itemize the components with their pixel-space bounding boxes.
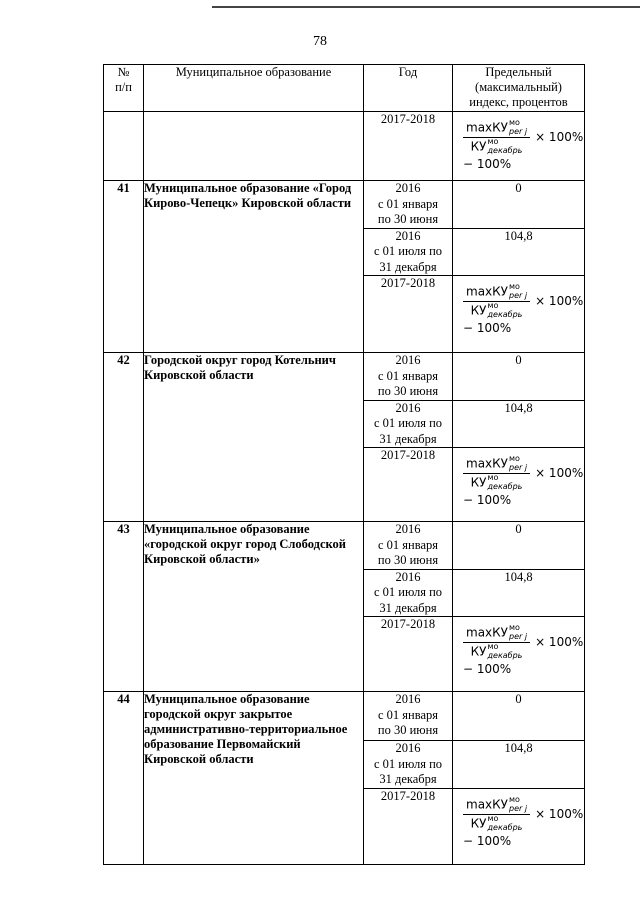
cell-index-value: 104,8	[453, 228, 585, 276]
formula-fraction: maxКУ мо per j КУ мо декабрь	[463, 120, 530, 155]
cell-formula	[453, 448, 585, 522]
cell-name-empty	[144, 112, 364, 181]
formula-times: × 100%	[535, 466, 584, 480]
cell-year-period: 2016 с 01 января по 30 июня	[364, 353, 453, 401]
table-row	[104, 353, 585, 401]
cell-municipality-name: Городской округ город Котельнич Кировской области	[144, 353, 364, 522]
cell-index-value: 104,8	[453, 741, 585, 789]
cell-year-period: 2016 с 01 января по 30 июня	[364, 181, 453, 229]
table-body	[104, 112, 585, 865]
cell-row-number: 42	[104, 353, 144, 522]
cell-formula	[453, 112, 585, 181]
index-formula	[453, 112, 584, 172]
formula-minus: − 100%	[463, 321, 512, 335]
table-row	[104, 181, 585, 229]
cell-formula	[453, 788, 585, 864]
cell-municipality-name: Муниципальное образование городской округ закрытое административно-территориальное образование Первомайский Кировской области	[144, 692, 364, 865]
formula-times: × 100%	[535, 806, 584, 821]
formula-fraction: maxКУ мо per j КУ мо декабрь	[463, 456, 530, 491]
formula-times: × 100%	[535, 294, 584, 308]
formula-fraction: maxКУ мо per j КУ мо декабрь	[463, 625, 530, 660]
cell-municipality-name: Муниципальное образование «городской округ город Слободской Кировской области»	[144, 522, 364, 692]
cell-year-period: 2016 с 01 июля по 31 декабря	[364, 400, 453, 448]
cell-year-period: 2017-2018	[364, 617, 453, 692]
cell-year-period: 2016 с 01 июля по 31 декабря	[364, 569, 453, 617]
cell-municipality-name: Муниципальное образование «Город Кирово-Чепецк» Кировской области	[144, 181, 364, 353]
cell-year-period: 2016 с 01 июля по 31 декабря	[364, 741, 453, 789]
cell-year-period: 2017-2018	[364, 788, 453, 864]
formula-minus: − 100%	[463, 833, 512, 848]
cell-row-number: 43	[104, 522, 144, 692]
table-header-row	[104, 65, 585, 112]
formula-fraction: maxКУ мо per j КУ мо декабрь	[463, 797, 530, 832]
cell-year-period: 2016 с 01 июля по 31 декабря	[364, 228, 453, 276]
index-formula	[453, 617, 584, 677]
header-number: № п/п	[104, 65, 144, 112]
cell-index-value: 0	[453, 181, 585, 229]
cell-num-empty	[104, 112, 144, 181]
formula-times: × 100%	[535, 130, 584, 144]
cell-index-value: 0	[453, 522, 585, 570]
table-row-continuation	[104, 112, 585, 181]
formula-times: × 100%	[535, 635, 584, 649]
cell-index-value: 0	[453, 353, 585, 401]
cell-row-number: 44	[104, 692, 144, 865]
cell-formula	[453, 276, 585, 353]
cell-year: 2017-2018	[364, 112, 453, 181]
cell-formula	[453, 617, 585, 692]
formula-minus: − 100%	[463, 493, 512, 507]
formula-minus: − 100%	[463, 157, 512, 171]
cell-index-value: 104,8	[453, 569, 585, 617]
formula-fraction: maxКУ мо per j КУ мо декабрь	[463, 284, 530, 319]
cell-year-period: 2016 с 01 января по 30 июня	[364, 522, 453, 570]
page-number: 78	[313, 34, 327, 49]
header-index: Предельный (максимальный) индекс, процентов	[453, 65, 585, 112]
cell-row-number: 41	[104, 181, 144, 353]
index-formula	[453, 789, 584, 849]
table-row	[104, 692, 585, 741]
header-municipality: Муниципальное образование	[144, 65, 364, 112]
tariff-index-table	[103, 64, 585, 865]
index-formula	[453, 448, 584, 508]
table-row	[104, 522, 585, 570]
top-edge-line	[212, 6, 640, 8]
header-year: Год	[364, 65, 453, 112]
cell-year-period: 2016 с 01 января по 30 июня	[364, 692, 453, 741]
cell-year-period: 2017-2018	[364, 276, 453, 353]
index-formula	[453, 276, 584, 336]
formula-minus: − 100%	[463, 662, 512, 676]
cell-index-value: 104,8	[453, 400, 585, 448]
cell-index-value: 0	[453, 692, 585, 741]
cell-year-period: 2017-2018	[364, 448, 453, 522]
